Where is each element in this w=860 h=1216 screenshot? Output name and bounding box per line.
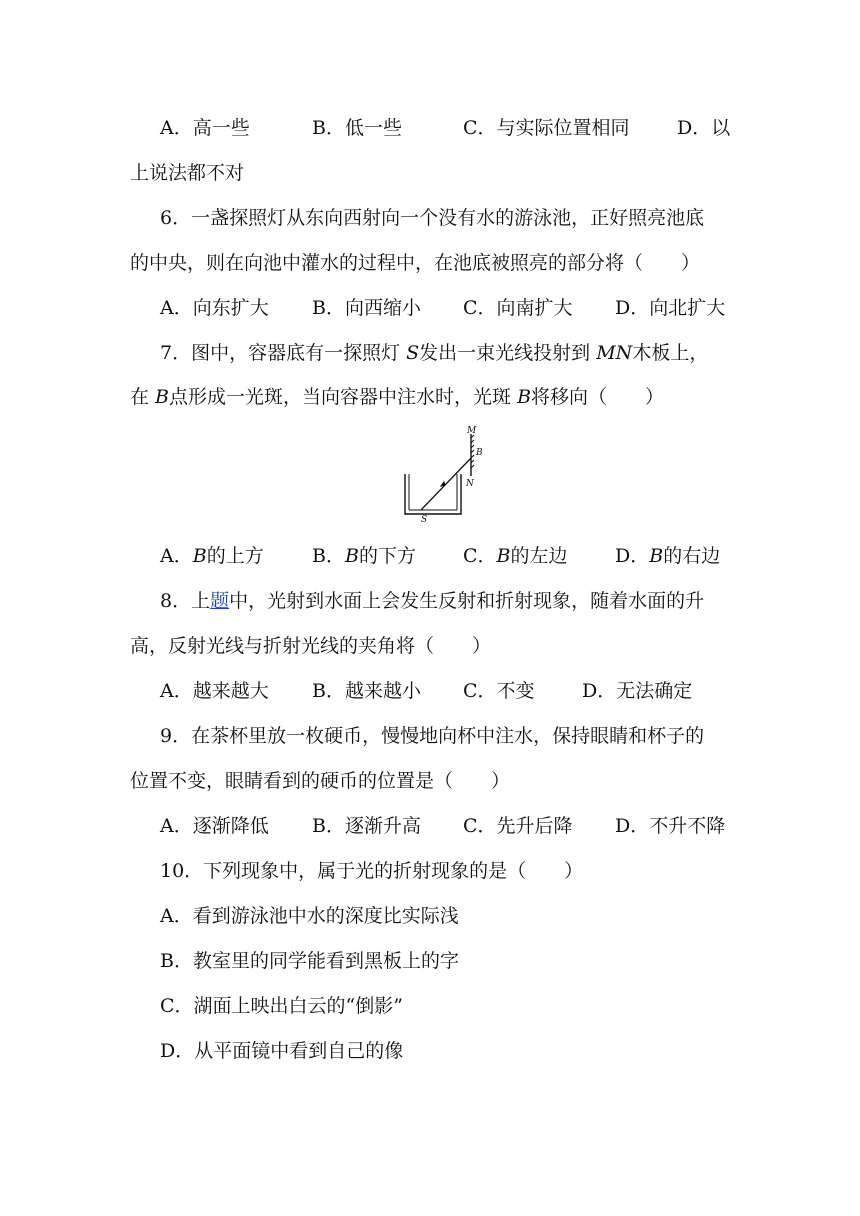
q8-option-c[interactable]: C．不变: [463, 680, 535, 702]
q9-option-c[interactable]: C．先升后降: [463, 815, 573, 837]
q9-stem-line2: 位置不变，眼睛看到的硬币的位置是（ ）: [130, 770, 511, 792]
label-b: B: [476, 448, 483, 458]
q9-stem-line1: 9．在茶杯里放一枚硬币，慢慢地向杯中注水，保持眼睛和杯子的: [160, 725, 705, 747]
q7-option-var: B: [344, 545, 359, 567]
q5-option-c[interactable]: C．与实际位置相同: [463, 117, 630, 139]
q7-option-b[interactable]: [312, 543, 416, 569]
q10-stem: 10．下列现象中，属于光的折射现象的是（ ）: [160, 860, 584, 882]
q6-stem-line1: 6．一盏探照灯从东向西射向一个没有水的游泳池，正好照亮池底: [160, 207, 705, 229]
q7-option-letter: C．: [463, 545, 497, 567]
q8-option-a[interactable]: A．越来越大: [160, 680, 269, 702]
container-diagram: [395, 424, 495, 528]
q7-figure: [395, 424, 495, 528]
q8-option-b[interactable]: B．越来越小: [312, 680, 421, 702]
q6-options: [160, 295, 740, 321]
q6-stem-line2: 的中央，则在向池中灌水的过程中，在池底被照亮的部分将（ ）: [130, 252, 701, 274]
q7-text: 发出一束光线投射到: [419, 342, 597, 364]
q7-option-var: B: [192, 545, 207, 567]
label-m: M: [467, 426, 477, 436]
q7-var-s: S: [406, 342, 420, 364]
q7-option-letter: A．: [160, 545, 193, 567]
q6-option-d[interactable]: D．向北扩大: [615, 297, 726, 319]
q7-option-letter: B．: [312, 545, 345, 567]
light-ray-arrow: [441, 482, 445, 486]
q7-text: 木板上，: [632, 342, 709, 364]
q10-option-a[interactable]: A．看到游泳池中水的深度比实际浅: [160, 905, 459, 927]
q8-option-d[interactable]: D．无法确定: [582, 680, 693, 702]
q7-option-d[interactable]: [615, 543, 720, 569]
q7-stem-line2: [130, 384, 710, 410]
q9-option-b[interactable]: B．逐渐升高: [312, 815, 421, 837]
q5-option-a[interactable]: A．高一些: [160, 117, 250, 139]
q5-options: [160, 115, 740, 141]
q8-link[interactable]: 题: [210, 590, 230, 612]
container-outline: [405, 474, 461, 514]
q7-option-text: 的下方: [358, 545, 416, 567]
q7-option-text: 的上方: [206, 545, 264, 567]
q8-text: 中，光射到水面上会发生反射和折射现象，随着水面的升: [229, 590, 705, 612]
q7-stem-line1: [160, 340, 740, 366]
q6-option-c[interactable]: C．向南扩大: [463, 297, 573, 319]
q6-option-b[interactable]: B．向西缩小: [312, 297, 421, 319]
label-s: S: [421, 515, 428, 525]
q7-option-a[interactable]: [160, 543, 264, 569]
q6-option-a[interactable]: A．向东扩大: [160, 297, 269, 319]
q7-option-var: B: [649, 545, 664, 567]
q7-text: 7．图中，容器底有一探照灯: [160, 342, 407, 364]
q8-text: 8．上: [160, 590, 211, 612]
q9-option-a[interactable]: A．逐渐降低: [160, 815, 269, 837]
q7-var-mn: MN: [596, 342, 633, 364]
q8-stem-line2: 高，反射光线与折射光线的夹角将（ ）: [130, 635, 492, 657]
label-n: N: [466, 479, 474, 489]
q7-options: [160, 543, 740, 569]
q10-option-b[interactable]: B．教室里的同学能看到黑板上的字: [160, 950, 459, 972]
q9-option-d[interactable]: D．不升不降: [615, 815, 726, 837]
q7-option-text: 的右边: [663, 545, 721, 567]
q7-var-b: B: [155, 386, 170, 408]
q10-option-c[interactable]: C．湖面上映出白云的“倒影”: [160, 995, 403, 1017]
q7-text: 将移向（ ）: [531, 386, 665, 408]
q10-option-d[interactable]: D．从平面镜中看到自己的像: [160, 1040, 404, 1062]
q7-option-c[interactable]: [463, 543, 568, 569]
q9-options: [160, 813, 740, 839]
q5-option-d[interactable]: D．以: [677, 117, 731, 139]
q7-text: 在: [130, 386, 156, 408]
q7-option-text: 的左边: [510, 545, 568, 567]
q5-option-d-continuation: 上说法都不对: [130, 162, 245, 184]
q7-text: 点形成一光斑，当向容器中注水时，光斑: [169, 386, 518, 408]
q7-var-b: B: [517, 386, 532, 408]
q7-option-letter: D．: [615, 545, 650, 567]
q8-stem-line1: [160, 588, 740, 614]
light-ray: [421, 458, 471, 510]
q7-option-var: B: [496, 545, 511, 567]
q5-option-b[interactable]: B．低一些: [312, 117, 402, 139]
q8-options: [160, 678, 740, 704]
